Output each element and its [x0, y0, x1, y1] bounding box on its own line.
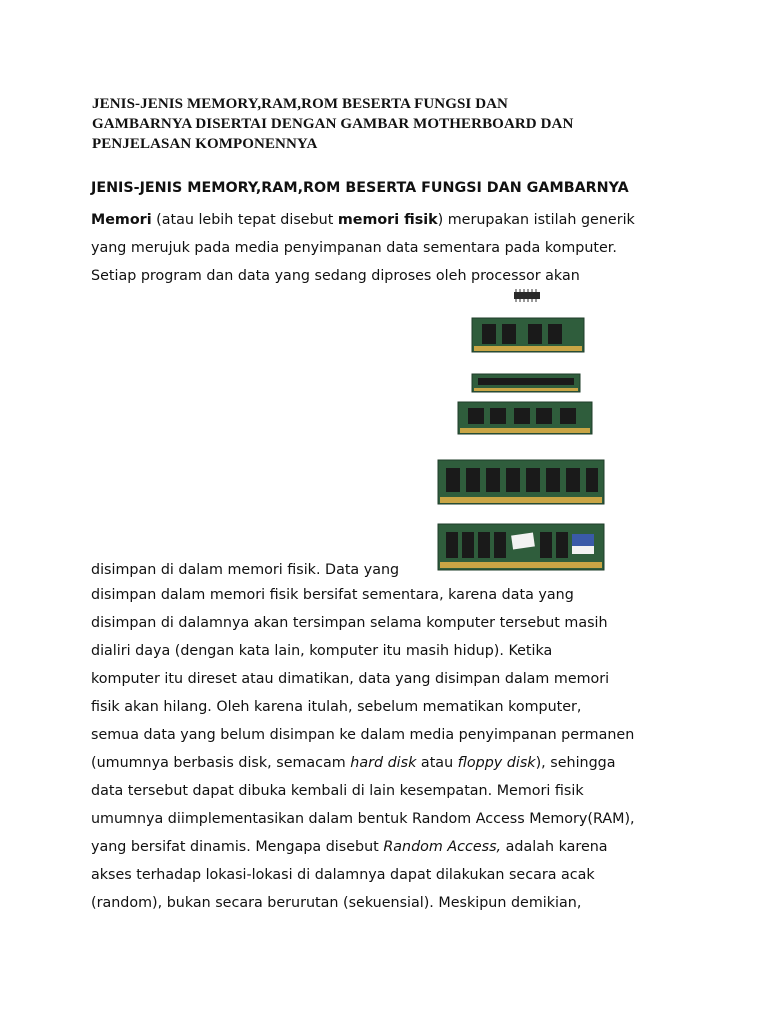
body-line-4: komputer itu direset atau dimatikan, data yang disimpan dalam memori	[91, 671, 610, 687]
title-line-3: PENJELASAN KOMPONENNYA	[92, 136, 318, 152]
term-random-access: Random Access,	[383, 839, 502, 855]
small-simm-module-icon	[472, 374, 580, 392]
body-line-7-c: ), sehingga	[535, 755, 616, 771]
body-line-9: umumnya diimplementasikan dalam bentuk Random Access Memory(RAM),	[91, 811, 635, 827]
term-floppy-disk: floppy disk	[457, 755, 536, 771]
body-line-10	[91, 833, 711, 861]
body-line-5: fisik akan hilang. Oleh karena itulah, sebelum mematikan komputer,	[91, 699, 582, 715]
body-line-7-b: atau	[416, 755, 458, 771]
text-beside-figure: disimpan di dalam memori fisik. Data yang	[91, 562, 400, 578]
intro-line-2: yang merujuk pada media penyimpanan data sementara pada komputer.	[91, 240, 617, 256]
term-hard-disk: hard disk	[350, 755, 417, 771]
intro-line-3: Setiap program dan data yang sedang diproses oleh processor akan	[91, 268, 580, 284]
intro-line-1-text-a: (atau lebih tepat disebut	[151, 212, 338, 228]
intro-paragraph	[91, 206, 691, 290]
term-memori: Memori	[91, 212, 152, 228]
body-line-1: disimpan dalam memori fisik bersifat sementara, karena data yang	[91, 587, 574, 603]
ddr-dimm-module-icon	[438, 524, 604, 570]
body-line-7-a: (umumnya berbasis disk, semacam	[91, 755, 351, 771]
body-line-2: disimpan di dalamnya akan tersimpan selama komputer tersebut masih	[91, 615, 608, 631]
title-line-1: JENIS-JENIS MEMORY,RAM,ROM BESERTA FUNGSI DAN	[92, 96, 508, 112]
simm-30pin-module-icon	[472, 318, 584, 352]
body-line-8: data tersebut dapat dibuka kembali di lain kesempatan. Memori fisik	[91, 783, 584, 799]
body-line-10-a: yang bersifat dinamis. Mengapa disebut	[91, 839, 384, 855]
dimm-module-icon	[438, 460, 604, 504]
memory-modules-illustration	[436, 288, 606, 578]
intro-line-1-text-b: ) merupakan istilah generik	[437, 212, 635, 228]
dip-chip-icon	[514, 289, 540, 302]
document-title	[92, 94, 692, 154]
body-line-12: (random), bukan secara berurutan (sekuensial). Meskipun demikian,	[91, 895, 582, 911]
section-heading: JENIS-JENIS MEMORY,RAM,ROM BESERTA FUNGSI DAN GAMBARNYA	[91, 180, 629, 196]
body-line-10-b: adalah karena	[501, 839, 608, 855]
body-line-6: semua data yang belum disimpan ke dalam media penyimpanan permanen	[91, 727, 635, 743]
term-memori-fisik: memori fisik	[337, 212, 438, 228]
intro-line-1	[91, 206, 691, 234]
title-line-2: GAMBARNYA DISERTAI DENGAN GAMBAR MOTHERBOARD DAN	[92, 116, 574, 132]
body-line-3: dialiri daya (dengan kata lain, komputer itu masih hidup). Ketika	[91, 643, 553, 659]
body-line-7	[91, 749, 711, 777]
body-line-11: akses terhadap lokasi-lokasi di dalamnya dapat dilakukan secara acak	[91, 867, 595, 883]
body-paragraph	[91, 581, 711, 917]
simm-72pin-module-icon	[458, 402, 592, 434]
